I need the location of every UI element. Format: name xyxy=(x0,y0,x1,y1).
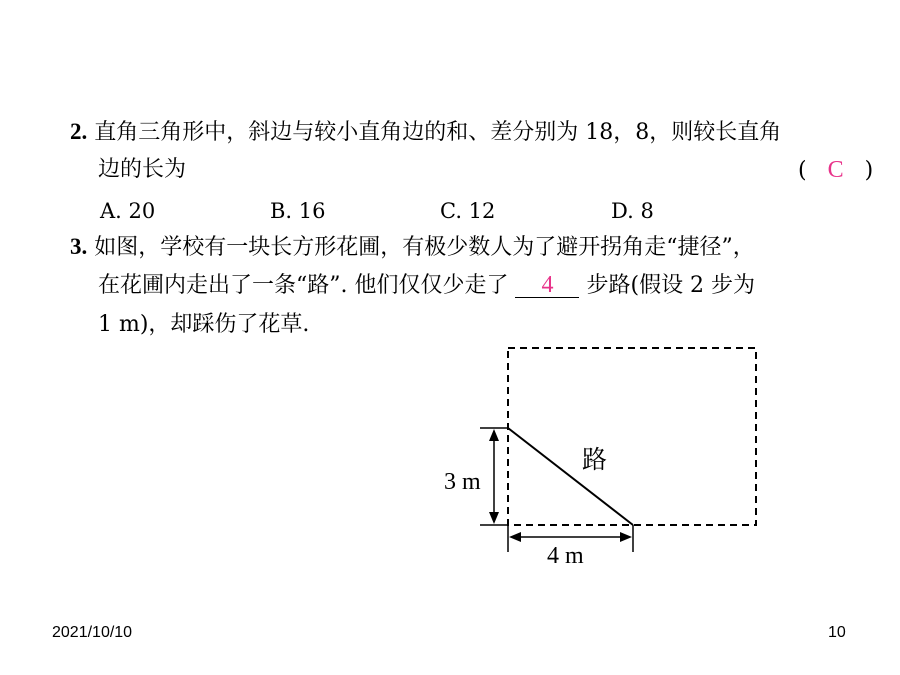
q2-option-a: A. 20 xyxy=(100,199,156,223)
q2-paren-open: ( xyxy=(798,158,807,183)
shortcut-path xyxy=(508,428,633,525)
q2-option-d: D. 8 xyxy=(611,199,654,223)
width-arrow-right xyxy=(620,532,632,542)
height-arrow-down xyxy=(489,512,499,524)
q3-text-line3: 1 m)，却踩伤了花草. xyxy=(98,312,310,337)
q3-number: 3. xyxy=(70,234,88,259)
height-label: 3 m xyxy=(444,469,481,495)
q3-text-line1: 如图，学校有一块长方形花圃，有极少数人为了避开拐角走“捷径”， xyxy=(94,235,755,260)
q3-text-line2-pre: 在花圃内走出了一条“路”. 他们仅仅少走了 xyxy=(98,273,509,298)
footer-date: 2021/10/10 xyxy=(52,624,133,641)
q2-option-c: C. 12 xyxy=(440,199,496,223)
q2-text-line2: 边的长为 xyxy=(98,157,187,182)
q3-text-line2-post: 步路(假设 2 步为 xyxy=(586,273,756,298)
width-label: 4 m xyxy=(547,543,584,569)
height-arrow-up xyxy=(489,429,499,441)
q2-paren-close: ) xyxy=(864,158,874,183)
garden-rectangle xyxy=(508,348,756,525)
path-label: 路 xyxy=(582,445,608,474)
q3-answer: 4 xyxy=(541,272,554,298)
q2-text-line1: 直角三角形中，斜边与较小直角边的和、差分别为 18，8，则较长直角 xyxy=(94,120,782,145)
q2-option-b: B. 16 xyxy=(270,199,326,223)
page-number: 10 xyxy=(828,624,846,641)
q2-number: 2. xyxy=(70,119,88,144)
q2-answer: C xyxy=(827,157,844,183)
width-arrow-left xyxy=(509,532,521,542)
